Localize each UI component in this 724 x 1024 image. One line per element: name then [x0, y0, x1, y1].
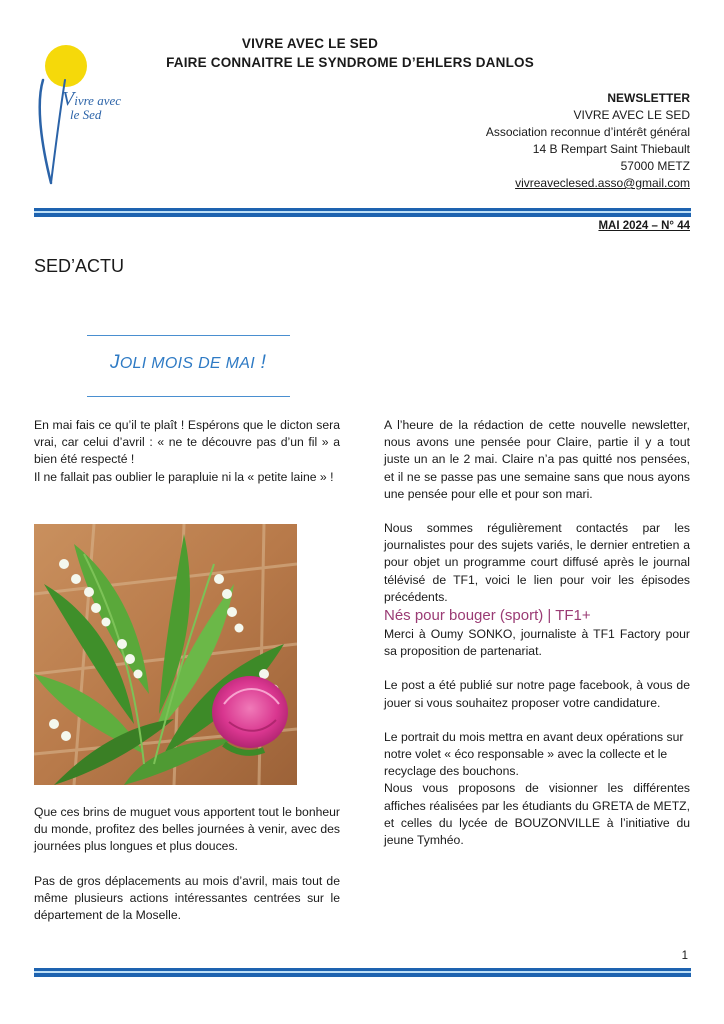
section-title: SED’ACTU [34, 256, 125, 276]
city: 57000 METZ [620, 159, 690, 173]
title-line-2: FAIRE CONNAITRE LE SYNDROME D’EHLERS DANLOS [166, 55, 534, 70]
logo-line-2: le Sed [70, 107, 102, 122]
page-number: 1 [681, 950, 688, 962]
right-paragraph-6: Nous vous proposons de visionner les différentes affiches réalisées par les étudiants du GRETA de METZ, et celles du lycée de BOUZONVILLE à l’initiative du jeune Tymhéo. [384, 781, 690, 848]
headline-initial: J [110, 352, 120, 373]
tf1-link[interactable]: Nés pour bouger (sport) | TF1+ [384, 607, 591, 625]
bottom-divider [34, 968, 691, 977]
left-column-top [34, 417, 340, 486]
org-status: Association reconnue d’intérêt général [485, 125, 690, 139]
right-paragraph-4: Le post a été publié sur notre page facebook, à vous de jouer si vous souhaitez proposer votre candidature. [384, 678, 690, 710]
left-paragraph-3: Que ces brins de muguet vous apportent tout le bonheur du monde, profitez des belles journées à venir, avec des journées plus longues et plus douces. [34, 805, 340, 854]
newsletter-label: NEWSLETTER [607, 91, 690, 105]
issue-number: MAI 2024 – N° 44 [598, 220, 690, 232]
headline-text: OLI MOIS DE MAI [119, 355, 255, 372]
contact-block [486, 90, 690, 192]
right-paragraph-1: A l’heure de la rédaction de cette nouvelle newsletter, nous avons une pensée pour Claire, partie il y a tout juste un an le 2 mai. Claire n’a pas quitté nos pensées, et il ne se passe pas une semaine sans que nous ayons une pensée pour elle et pour son mari. [384, 418, 690, 501]
left-paragraph-1: En mai fais ce qu’il te plaît ! Espérons que le dicton sera vrai, car celui d’avril : « ne te découvre pas d’un fil » a bien été respecté ! [34, 418, 340, 467]
right-paragraph-5: Le portrait du mois mettra en avant deux opérations sur notre volet « éco responsable » avec la collecte et le recyclage des bouchons. [384, 729, 684, 779]
street-address: 14 B Rempart Saint Thiebault [532, 142, 690, 156]
muguet-peony-photo [34, 524, 297, 785]
headline [110, 352, 266, 374]
logo-initial: V [62, 88, 75, 110]
right-paragraph-2: Nous sommes régulièrement contactés par les journalistes pour des sujets variés, le dernier entretien a pour objet un programme court diffusé après le journal télévisé de TF1, voici le lien pour voir les épisodes précédents. [384, 521, 690, 604]
left-paragraph-4: Pas de gros déplacements au mois d’avril, mais tout de même plusieurs actions intéressantes centrées sur le département de la Moselle. [34, 873, 340, 923]
right-column [384, 417, 690, 849]
title-line-1: VIVRE AVEC LE SED [241, 36, 379, 51]
left-column-bottom [34, 804, 340, 924]
org-name: VIVRE AVEC LE SED [573, 108, 690, 122]
logo-line-1: ivre avec [74, 93, 122, 108]
headline-end: ! [255, 352, 267, 373]
top-divider [34, 208, 691, 217]
logo-text [62, 88, 122, 122]
email-link[interactable]: vivreaveclesed.asso@gmail.com [515, 176, 690, 190]
headline-rule-top [87, 335, 290, 336]
right-paragraph-3: Merci à Oumy SONKO, journaliste à TF1 Factory pour sa proposition de partenariat. [384, 627, 690, 659]
headline-rule-bottom [87, 396, 290, 397]
left-paragraph-2: Il ne fallait pas oublier le parapluie ni la « petite laine » ! [34, 469, 334, 484]
